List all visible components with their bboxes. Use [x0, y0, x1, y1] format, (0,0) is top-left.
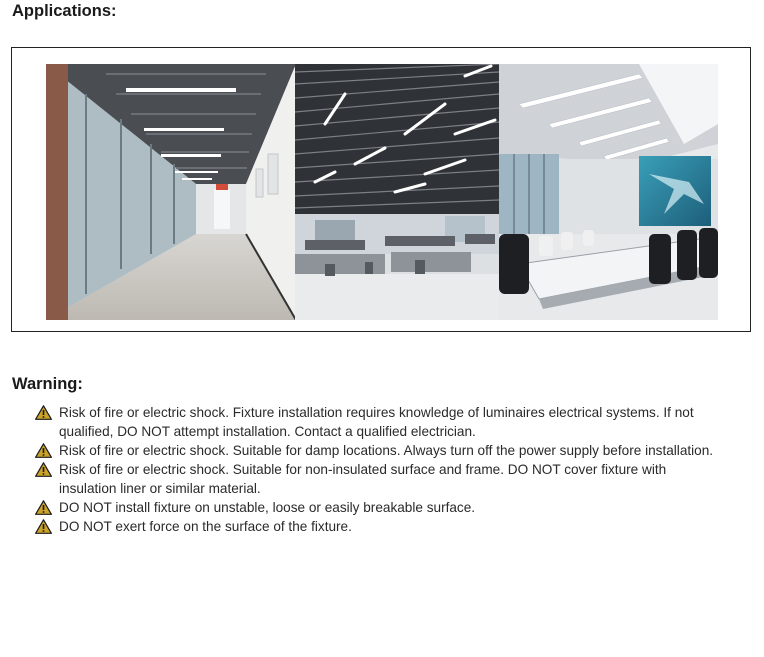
warning-text: Risk of fire or electric shock. Fixture installation requires knowledge of luminaires electrical systems. If not qualified, DO NOT attempt installation. Contact a qualified electrician. — [59, 405, 694, 439]
warning-heading: Warning: — [12, 375, 83, 393]
warning-triangle-icon — [35, 500, 52, 515]
warning-text: DO NOT exert force on the surface of the fixture. — [59, 519, 352, 534]
open-office-photo — [295, 64, 499, 320]
warning-triangle-icon — [35, 462, 52, 477]
conference-room-photo — [499, 64, 718, 320]
warning-item — [34, 498, 724, 517]
warning-triangle-icon — [35, 443, 52, 458]
warning-item — [34, 441, 724, 460]
warning-item — [34, 403, 724, 441]
warning-text: DO NOT install fixture on unstable, loose or easily breakable surface. — [59, 500, 476, 515]
warning-list — [34, 403, 724, 536]
warning-text: Risk of fire or electric shock. Suitable for damp locations. Always turn off the power supply before installation. — [59, 443, 714, 458]
warning-item — [34, 517, 724, 536]
warning-text: Risk of fire or electric shock. Suitable for non-insulated surface and frame. DO NOT cover fixture with insulation liner or similar material. — [59, 462, 667, 496]
corridor-photo — [46, 64, 296, 320]
warning-triangle-icon — [35, 519, 52, 534]
warning-item — [34, 460, 724, 498]
applications-heading: Applications: — [12, 2, 117, 20]
warning-triangle-icon — [35, 405, 52, 420]
